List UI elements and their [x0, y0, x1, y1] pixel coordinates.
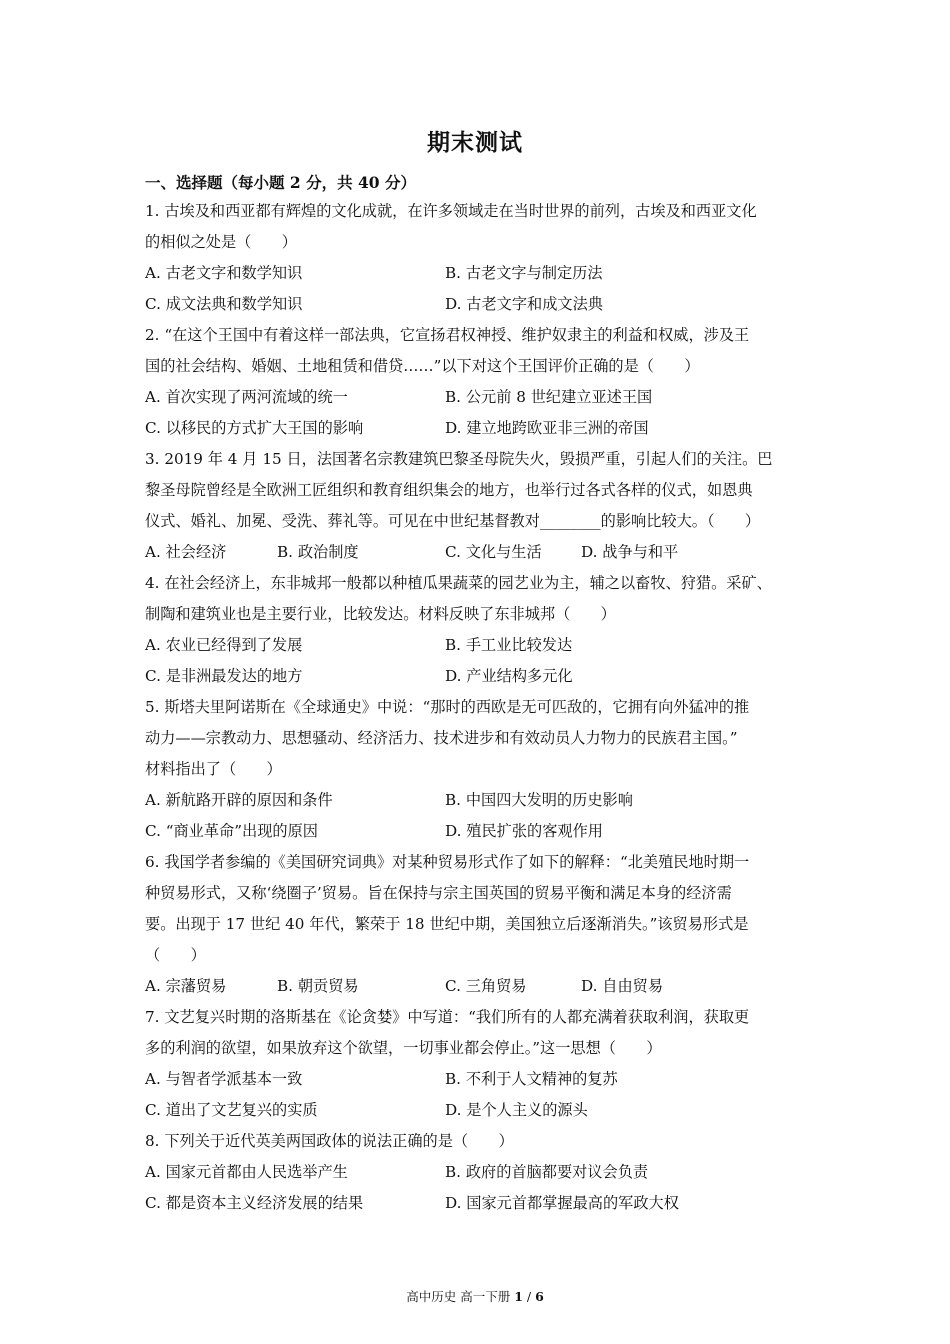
question-3: [145, 444, 810, 568]
option-c: C. “商业革命”出现的原因: [145, 822, 318, 840]
question-1: [145, 196, 810, 320]
option-c: C. 以移民的方式扩大王国的影响: [145, 419, 364, 437]
question-stem-line: 制陶和建筑业也是主要行业，比较发达。材料反映了东非城邦（ ）: [145, 605, 616, 623]
page-title: 期末测试: [427, 129, 523, 156]
question-5: [145, 692, 810, 847]
option-d: D. 国家元首都掌握最高的军政大权: [445, 1194, 679, 1212]
option-d: D. 战争与和平: [581, 543, 679, 561]
page-footer: [0, 1287, 950, 1305]
question-stem-line: 材料指出了（ ）: [145, 760, 282, 778]
option-a: A. 国家元首都由人民选举产生: [145, 1163, 348, 1181]
option-c: C. 三角贸易: [445, 977, 527, 995]
page-total: 6: [535, 1289, 544, 1304]
question-stem-line: 1. 古埃及和西亚都有辉煌的文化成就，在许多领域走在当时世界的前列，古埃及和西亚文化: [145, 202, 757, 220]
question-4: [145, 568, 810, 692]
question-stem-line: 动力——宗教动力、思想骚动、经济活力、技术进步和有效动员人力物力的民族君主国。”: [145, 729, 738, 747]
option-d: D. 殖民扩张的客观作用: [445, 822, 603, 840]
option-c: C. 文化与生活: [445, 543, 542, 561]
question-stem-line: 黎圣母院曾经是全欧洲工匠组织和教育组织集会的地方，也举行过各式各样的仪式，如恩典: [145, 481, 753, 499]
question-2: [145, 320, 810, 444]
option-d: D. 古老文字和成文法典: [445, 295, 603, 313]
option-d: D. 是个人主义的源头: [445, 1101, 588, 1119]
option-b: B. 朝贡贸易: [277, 977, 359, 995]
question-stem-line: 多的利润的欲望，如果放弃这个欲望，一切事业都会停止。”这一思想（ ）: [145, 1039, 662, 1057]
option-d: D. 建立地跨欧亚非三洲的帝国: [445, 419, 649, 437]
option-c: C. 成文法典和数学知识: [145, 295, 303, 313]
question-list: [145, 196, 810, 1219]
option-c: C. 是非洲最发达的地方: [145, 667, 303, 685]
option-b: B. 公元前 8 世纪建立亚述王国: [445, 388, 653, 406]
question-stem-line: 要。出现于 17 世纪 40 年代，繁荣于 18 世纪中期，美国独立后逐渐消失。”该贸易形式是: [145, 915, 749, 933]
question-stem-line: （ ）: [145, 946, 206, 964]
option-b: B. 政治制度: [277, 543, 359, 561]
question-stem-line: 6. 我国学者参编的《美国研究词典》对某种贸易形式作了如下的解释：“北美殖民地时期一: [145, 853, 750, 871]
option-a: A. 首次实现了两河流域的统一: [145, 388, 348, 406]
question-stem-line: 的相似之处是（ ）: [145, 233, 297, 251]
option-b: B. 中国四大发明的历史影响: [445, 791, 633, 809]
option-a: A. 农业已经得到了发展: [145, 636, 303, 654]
section-heading: 一、选择题（每小题 2 分，共 40 分）: [145, 173, 416, 192]
option-c: C. 道出了文艺复兴的实质: [145, 1101, 318, 1119]
question-stem-line: 仪式、婚礼、加冕、受洗、葬礼等。可见在中世纪基督教对________的影响比较大。（ ）: [145, 512, 761, 530]
option-d: D. 自由贸易: [581, 977, 664, 995]
question-6: [145, 847, 810, 1002]
question-stem-line: 国的社会结构、婚姻、土地租赁和借贷……”以下对这个王国评价正确的是（ ）: [145, 357, 700, 375]
question-7: [145, 1002, 810, 1126]
option-d: D. 产业结构多元化: [445, 667, 573, 685]
question-stem-line: 3. 2019 年 4 月 15 日，法国著名宗教建筑巴黎圣母院失火，毁损严重，引起人们的关注。巴: [145, 450, 773, 468]
question-stem-line: 4. 在社会经济上，东非城邦一般都以种植瓜果蔬菜的园艺业为主，辅之以畜牧、狩猎。采矿、: [145, 574, 772, 592]
footer-text: 高中历史 高一下册: [406, 1289, 515, 1304]
option-a: A. 古老文字和数学知识: [145, 264, 303, 282]
option-a: A. 新航路开辟的原因和条件: [145, 791, 333, 809]
question-stem-line: 5. 斯塔夫里阿诺斯在《全球通史》中说：“那时的西欧是无可匹敌的，它拥有向外猛冲的推: [145, 698, 750, 716]
question-stem-line: 8. 下列关于近代英美两国政体的说法正确的是（ ）: [145, 1132, 514, 1150]
question-stem-line: 种贸易形式，又称‘绕圈子’贸易。旨在保持与宗主国英国的贸易平衡和满足本身的经济需: [145, 884, 732, 902]
question-8: [145, 1126, 810, 1219]
option-a: A. 社会经济: [145, 543, 227, 561]
option-b: B. 不利于人文精神的复苏: [445, 1070, 618, 1088]
footer-separator: /: [522, 1289, 536, 1304]
option-b: B. 政府的首脑都要对议会负责: [445, 1163, 649, 1181]
option-b: B. 古老文字与制定历法: [445, 264, 603, 282]
option-a: A. 与智者学派基本一致: [145, 1070, 303, 1088]
option-b: B. 手工业比较发达: [445, 636, 573, 654]
question-stem-line: 2. “在这个王国中有着这样一部法典，它宣扬君权神授、维护奴隶主的利益和权威，涉及王: [145, 326, 750, 344]
question-stem-line: 7. 文艺复兴时期的洛斯基在《论贪婪》中写道：“我们所有的人都充满着获取利润，获取更: [145, 1008, 750, 1026]
option-a: A. 宗藩贸易: [145, 977, 227, 995]
page-number: 1: [514, 1289, 523, 1304]
option-c: C. 都是资本主义经济发展的结果: [145, 1194, 364, 1212]
